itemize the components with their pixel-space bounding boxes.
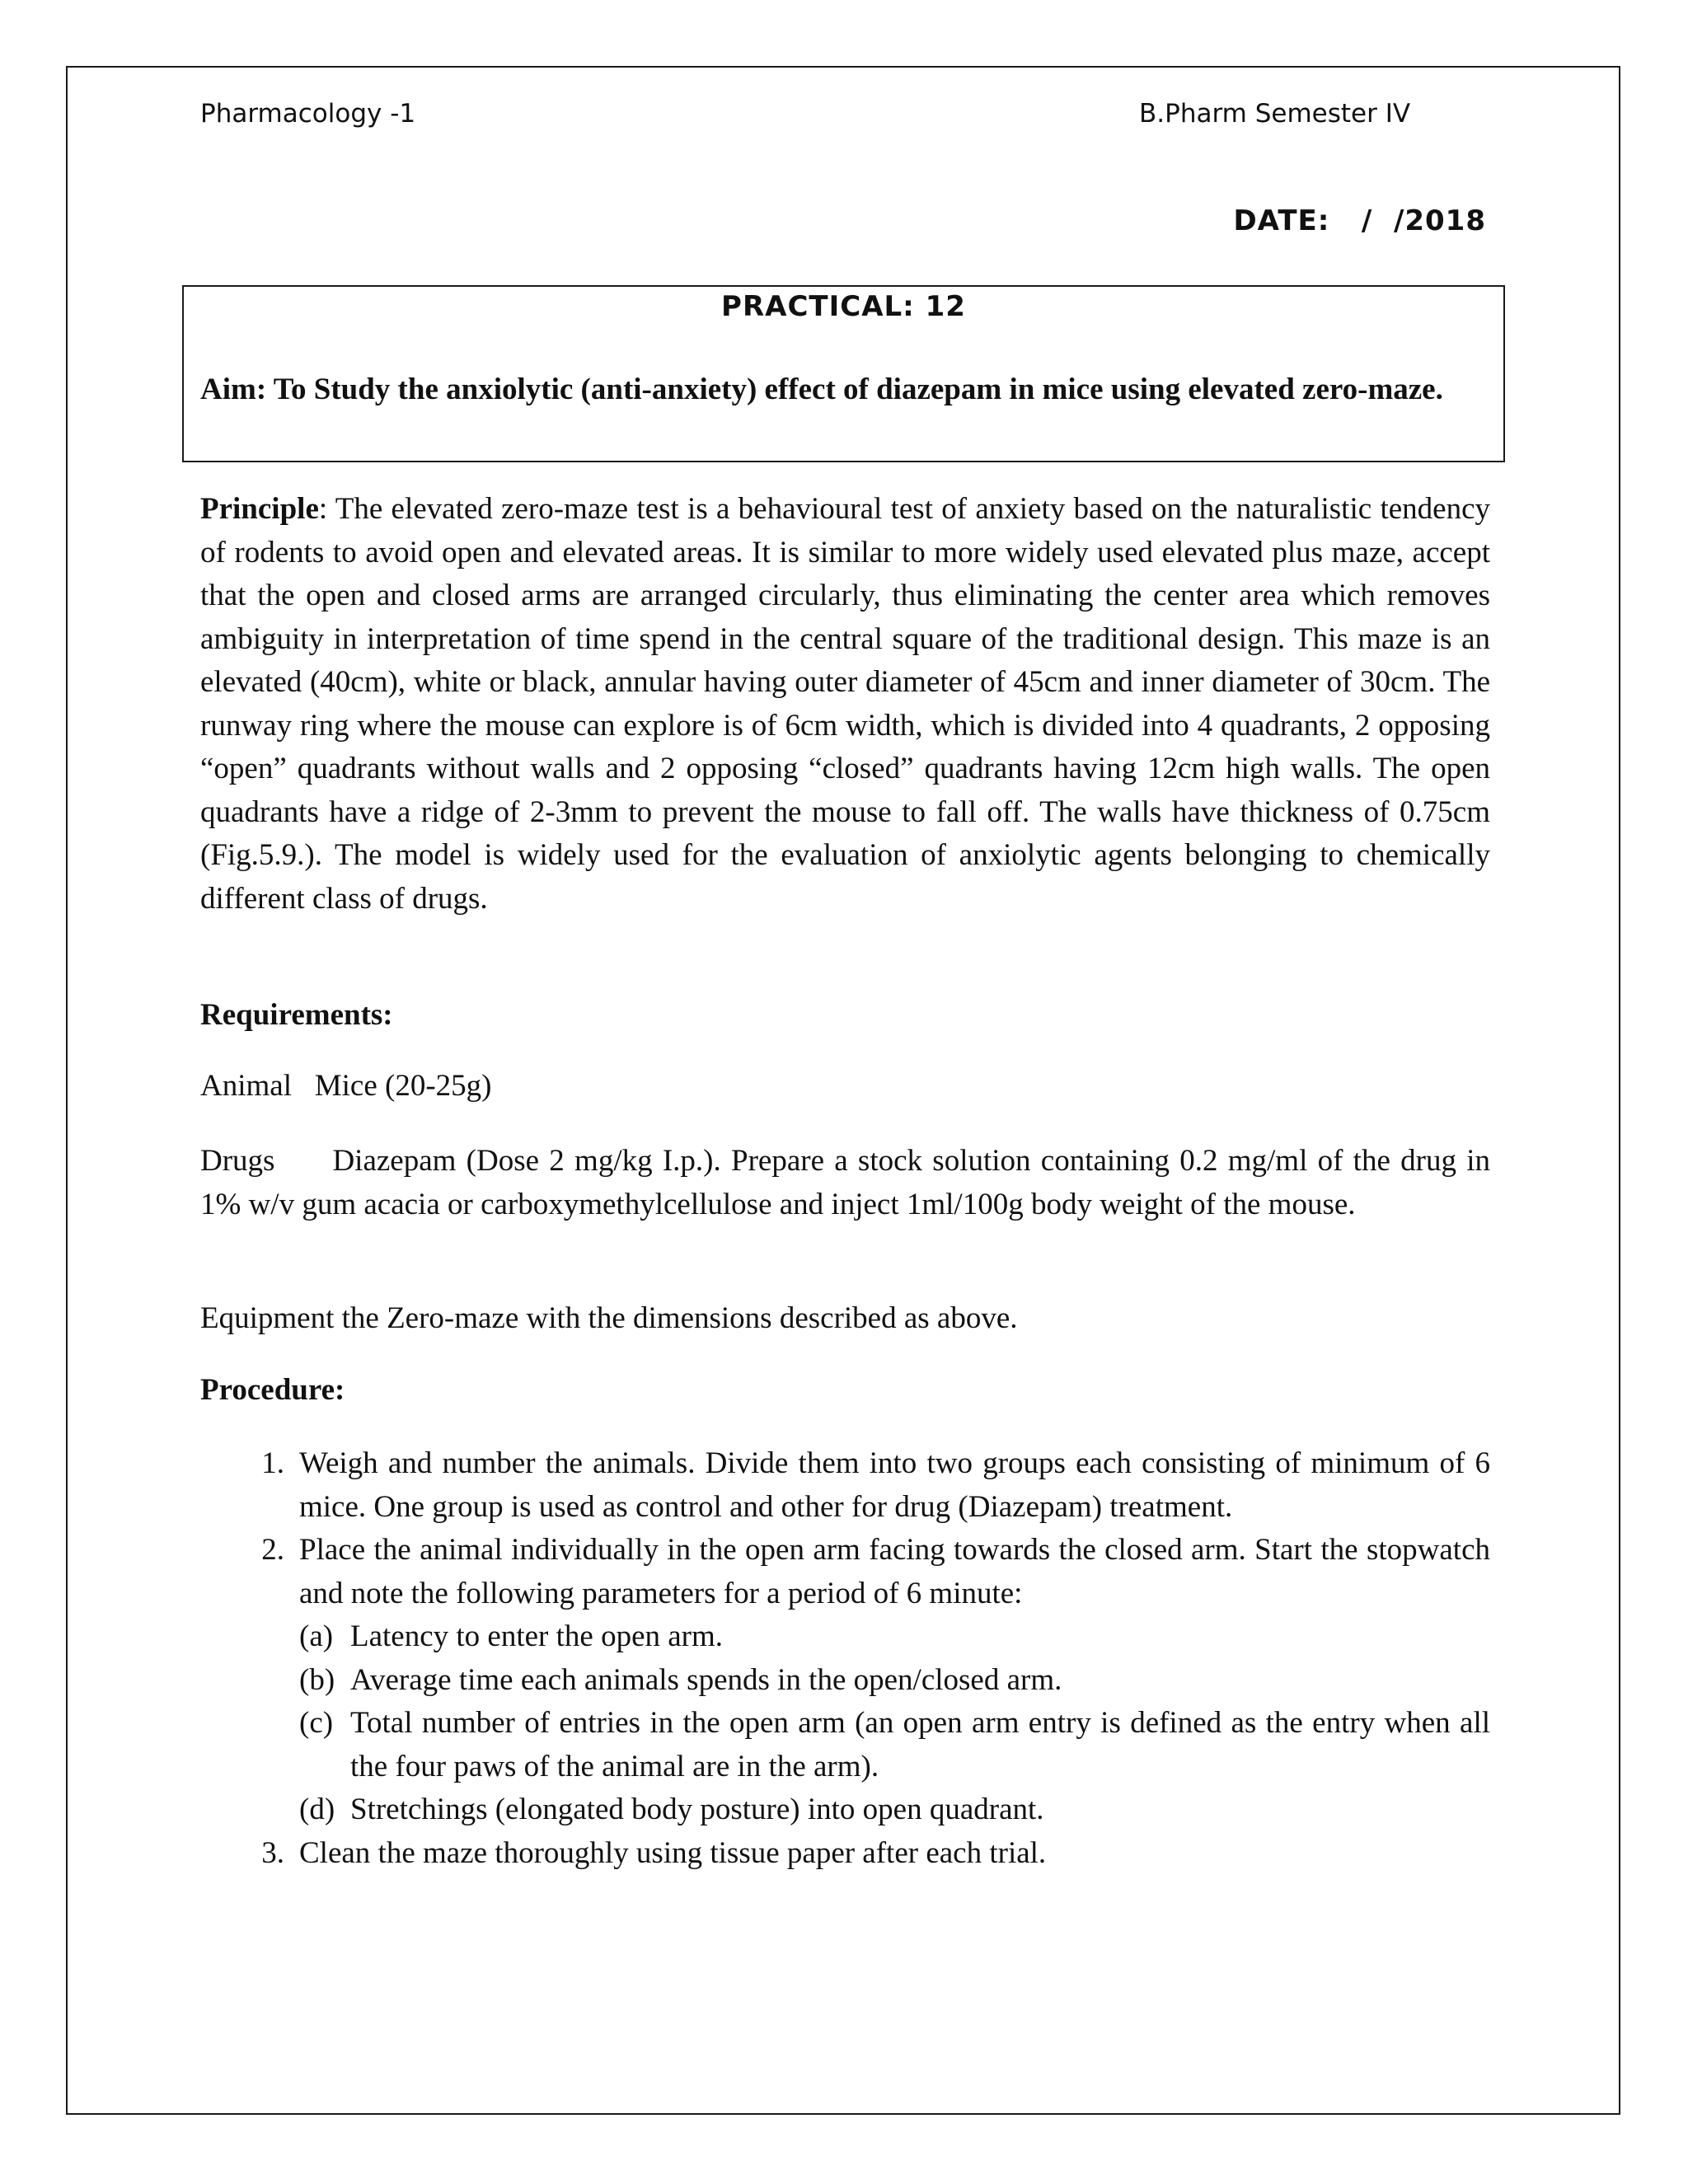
procedure-list: [200, 1442, 1490, 1875]
animal-line: [200, 1068, 491, 1104]
step-number: 2.: [261, 1533, 284, 1567]
drugs-paragraph: [200, 1140, 1490, 1226]
procedure-step: [200, 1832, 1490, 1876]
requirements-heading: Requirements:: [200, 998, 393, 1032]
date-line: DATE: / /2018: [1233, 204, 1486, 237]
principle-text: : The elevated zero-maze test is a behavioural test of anxiety based on the naturalistic tendency of rodents to avoid open and elevated areas. It is similar to more widely used elevated plus maze, accept that the open and closed arms are arranged circularly, thus eliminating the center area which removes ambiguity in interpretation of time spend in the central square of the traditional design. This maze is an elevated (40cm), white or black, annular having outer diameter of 45cm and inner diameter of 30cm. The runway ring where the mouse can explore is of 6cm width, which is divided into 4 quadrants, 2 opposing “open” quadrants without walls and 2 opposing “closed” quadrants having 12cm high walls. The open quadrants have a ridge of 2-3mm to prevent the mouse to fall off. The walls have thickness of 0.75cm (Fig.5.9.). The model is widely used for the evaluation of anxiolytic agents belonging to chemically different class of drugs.: [200, 492, 1490, 916]
step-number: 3.: [261, 1835, 284, 1870]
step-text: Clean the maze thoroughly using tissue paper after each trial.: [299, 1835, 1047, 1870]
sub-step-number: (d): [299, 1793, 335, 1826]
sub-step: [299, 1615, 1490, 1659]
step-text: Place the animal individually in the open arm facing towards the closed arm. Start the stopwatch and note the following parameters for a period of 6 minute:: [299, 1533, 1490, 1610]
procedure-heading: Procedure:: [200, 1373, 345, 1407]
step-text: Weigh and number the animals. Divide them into two groups each consisting of minimum of 6 mice. One group is used as control and other for drug (Diazepam) treatment.: [299, 1446, 1490, 1524]
sub-step-text: Stretchings (elongated body posture) into open quadrant.: [350, 1793, 1044, 1826]
principle-paragraph: [200, 488, 1490, 921]
sub-step-text: Total number of entries in the open arm (an open arm entry is defined as the entry when all the four paws of the animal are in the arm).: [350, 1706, 1490, 1783]
procedure-step: [200, 1442, 1490, 1529]
sub-step-number: (c): [299, 1706, 334, 1740]
sub-step-text: Average time each animals spends in the open/closed arm.: [350, 1662, 1062, 1697]
step-number: 1.: [261, 1446, 284, 1480]
drugs-value: Diazepam (Dose 2 mg/kg I.p.). Prepare a stock solution containing 0.2 mg/ml of the drug in 1% w/v gum acacia or carboxymethylcellulose and inject 1ml/100g body weight of the mouse.: [200, 1144, 1490, 1221]
drugs-label: Drugs: [200, 1144, 275, 1178]
sub-step: [299, 1788, 1490, 1832]
animal-label: Animal: [200, 1069, 292, 1103]
equipment-line: Equipment the Zero-maze with the dimensions described as above.: [200, 1301, 1018, 1335]
aim-statement: Aim: To Study the anxiolytic (anti-anxiety) effect of diazepam in mice using elevated zero-maze.: [200, 373, 1443, 406]
sub-step: [299, 1659, 1490, 1703]
procedure-step: [200, 1529, 1490, 1832]
sub-step-text: Latency to enter the open arm.: [350, 1619, 724, 1653]
animal-value: Mice (20-25g): [314, 1069, 492, 1103]
header-course: Pharmacology -1: [200, 99, 416, 129]
sub-step: [299, 1702, 1490, 1788]
principle-label: Principle: [200, 492, 319, 526]
sub-step-number: (b): [299, 1662, 335, 1697]
header-semester: B.Pharm Semester IV: [1139, 99, 1411, 129]
sub-step-number: (a): [299, 1619, 334, 1653]
practical-title: PRACTICAL: 12: [721, 290, 966, 323]
